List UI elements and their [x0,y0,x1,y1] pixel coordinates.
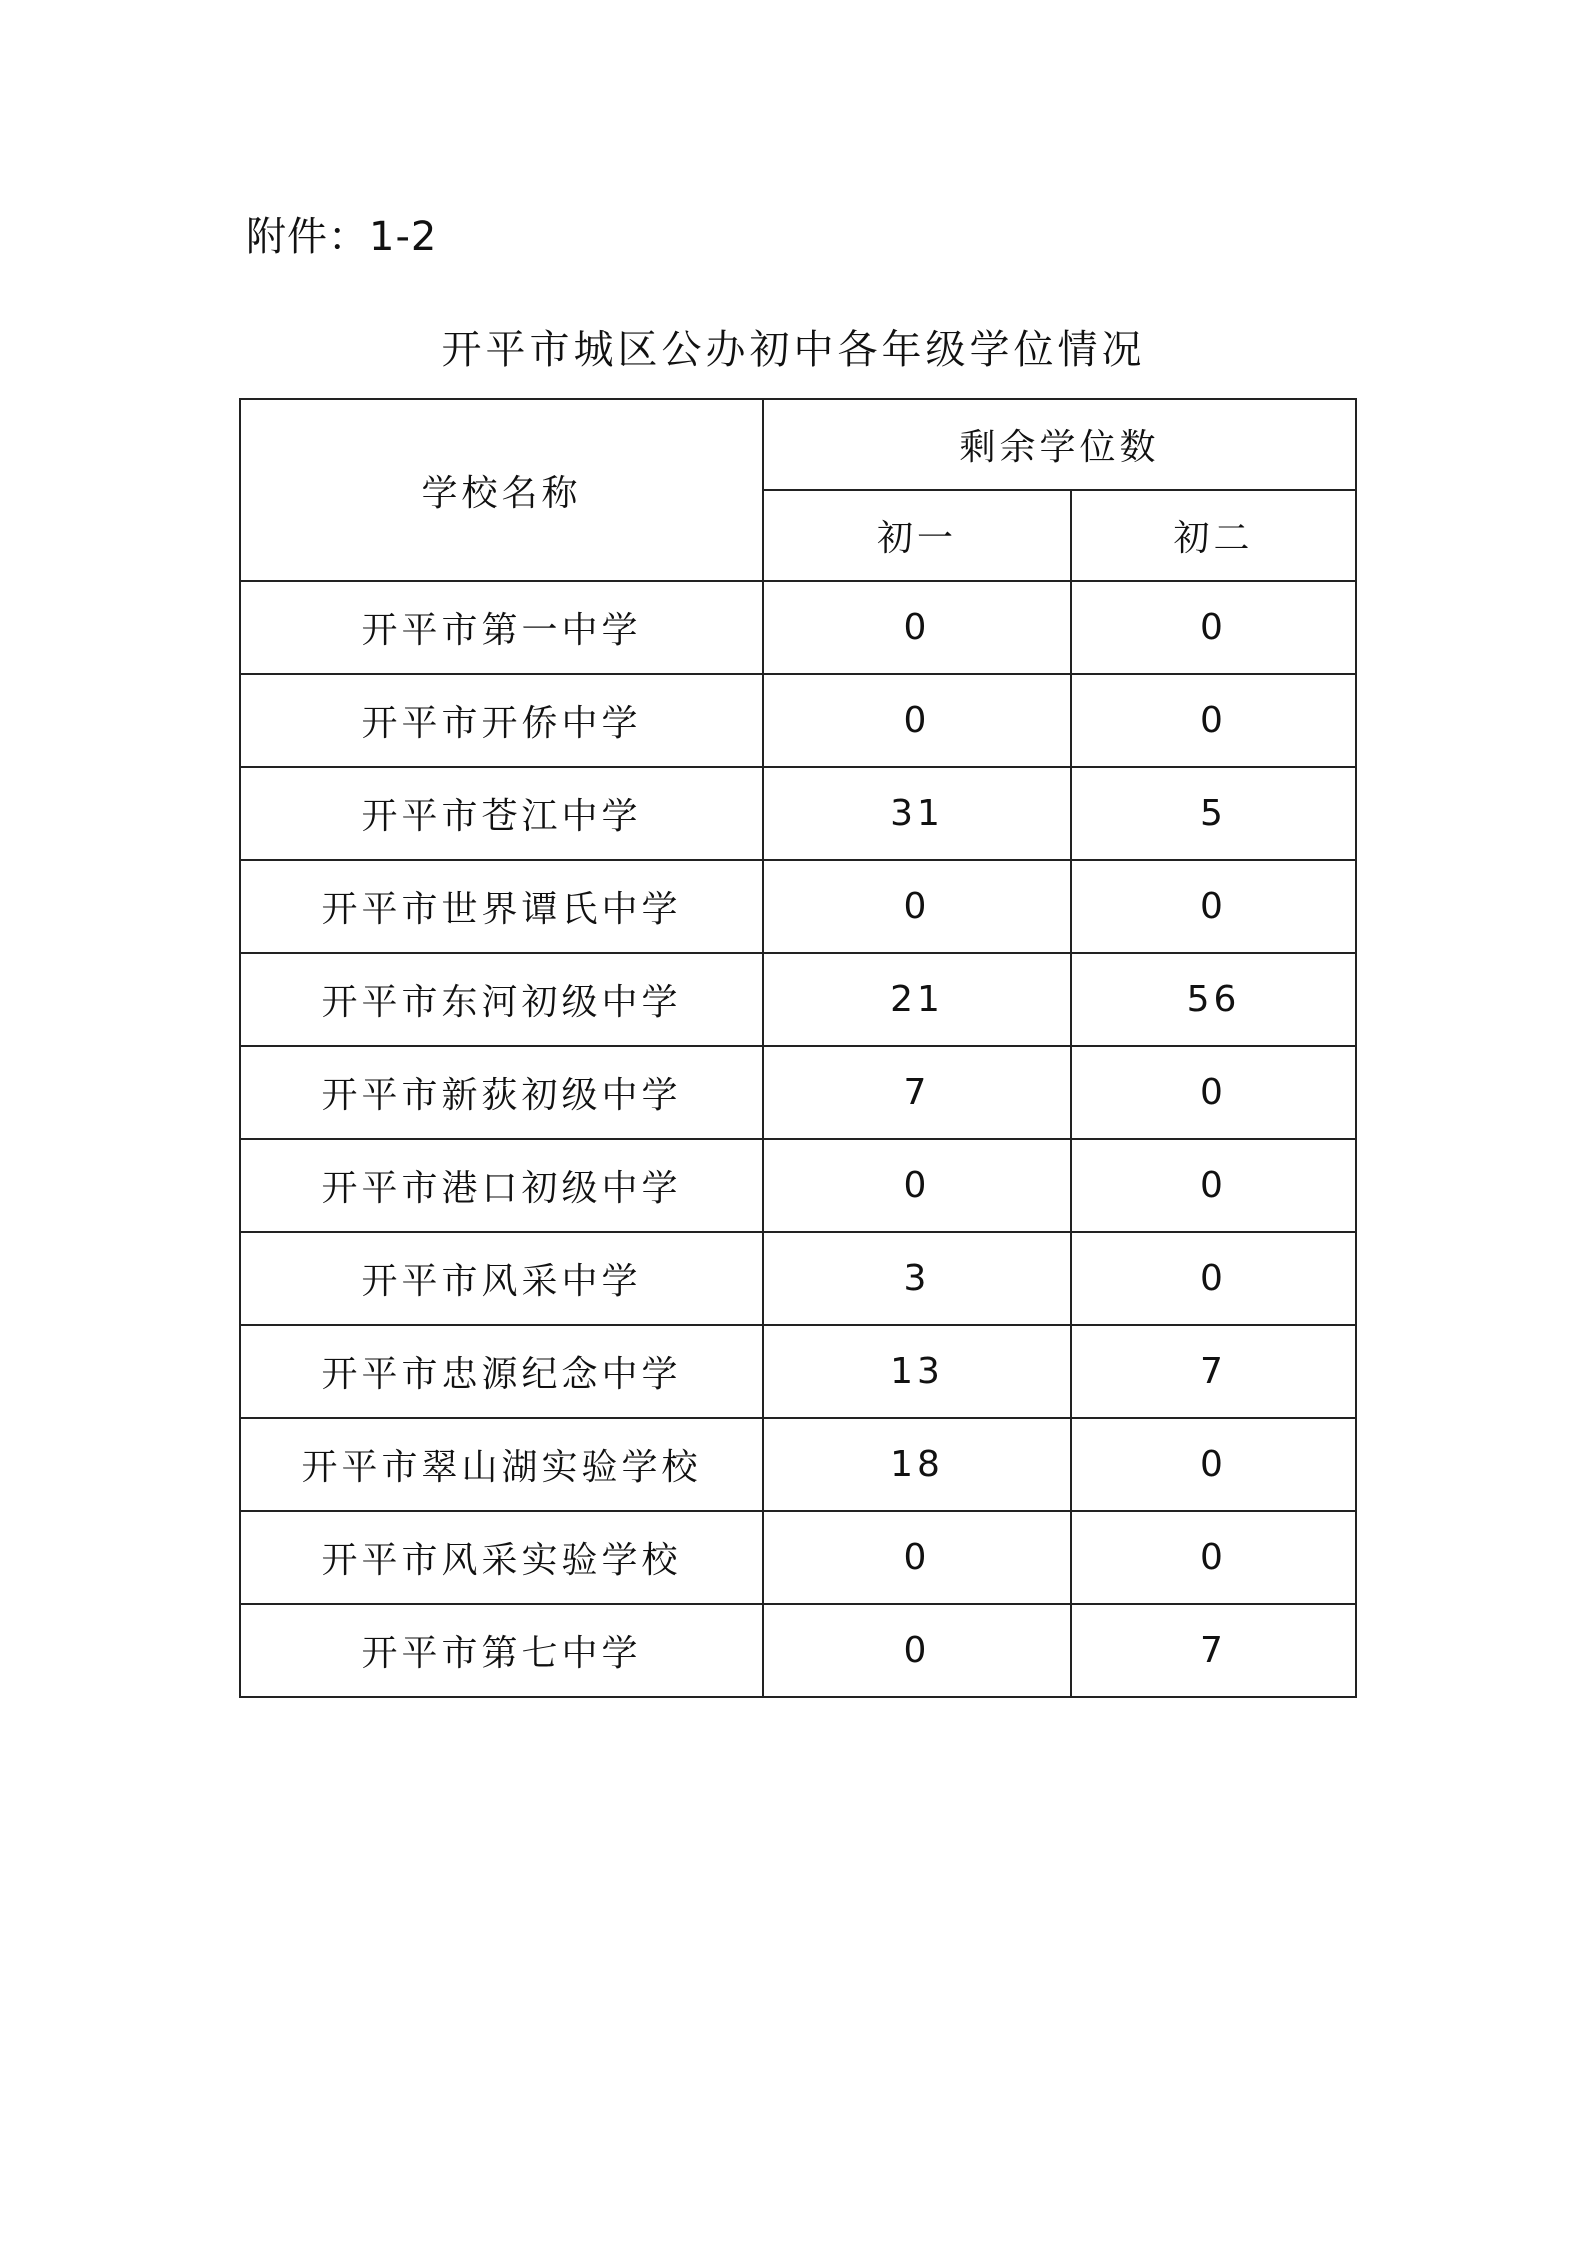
cell-school: 开平市翠山湖实验学校 [240,1418,763,1511]
seats-table [239,398,1357,1698]
cell-grade1: 13 [763,1325,1071,1418]
table-row [240,674,1356,767]
cell-grade2: 0 [1071,1232,1356,1325]
header-grade1: 初一 [763,490,1071,581]
table-row [240,1325,1356,1418]
cell-school: 开平市开侨中学 [240,674,763,767]
cell-grade2: 0 [1071,1139,1356,1232]
attachment-label: 附件：1-2 [246,214,438,260]
cell-grade2: 56 [1071,953,1356,1046]
cell-school: 开平市苍江中学 [240,767,763,860]
cell-grade2: 0 [1071,674,1356,767]
cell-grade2: 0 [1071,1046,1356,1139]
table-row [240,1046,1356,1139]
cell-grade1: 21 [763,953,1071,1046]
cell-grade2: 5 [1071,767,1356,860]
table-row [240,1232,1356,1325]
header-grade2: 初二 [1071,490,1356,581]
table-row [240,1511,1356,1604]
cell-grade2: 7 [1071,1325,1356,1418]
table-row [240,1604,1356,1697]
cell-grade2: 0 [1071,1418,1356,1511]
cell-school: 开平市港口初级中学 [240,1139,763,1232]
table-row [240,581,1356,674]
cell-grade1: 18 [763,1418,1071,1511]
cell-grade2: 0 [1071,581,1356,674]
cell-grade1: 0 [763,860,1071,953]
cell-grade1: 0 [763,1139,1071,1232]
cell-school: 开平市世界谭氏中学 [240,860,763,953]
cell-school: 开平市东河初级中学 [240,953,763,1046]
cell-school: 开平市新荻初级中学 [240,1046,763,1139]
cell-grade2: 7 [1071,1604,1356,1697]
page-title: 开平市城区公办初中各年级学位情况 [441,327,1146,373]
cell-school: 开平市风采实验学校 [240,1511,763,1604]
cell-school: 开平市第一中学 [240,581,763,674]
cell-grade1: 0 [763,1511,1071,1604]
table-row [240,1139,1356,1232]
cell-grade1: 31 [763,767,1071,860]
cell-school: 开平市风采中学 [240,1232,763,1325]
cell-grade1: 3 [763,1232,1071,1325]
cell-grade1: 0 [763,581,1071,674]
cell-grade2: 0 [1071,860,1356,953]
table-row [240,1418,1356,1511]
cell-school: 开平市第七中学 [240,1604,763,1697]
cell-grade2: 0 [1071,1511,1356,1604]
table-row [240,953,1356,1046]
cell-grade1: 0 [763,674,1071,767]
cell-school: 开平市忠源纪念中学 [240,1325,763,1418]
cell-grade1: 0 [763,1604,1071,1697]
header-school: 学校名称 [240,399,763,581]
header-remaining-seats: 剩余学位数 [763,399,1356,490]
table-row [240,767,1356,860]
cell-grade1: 7 [763,1046,1071,1139]
table-row [240,860,1356,953]
